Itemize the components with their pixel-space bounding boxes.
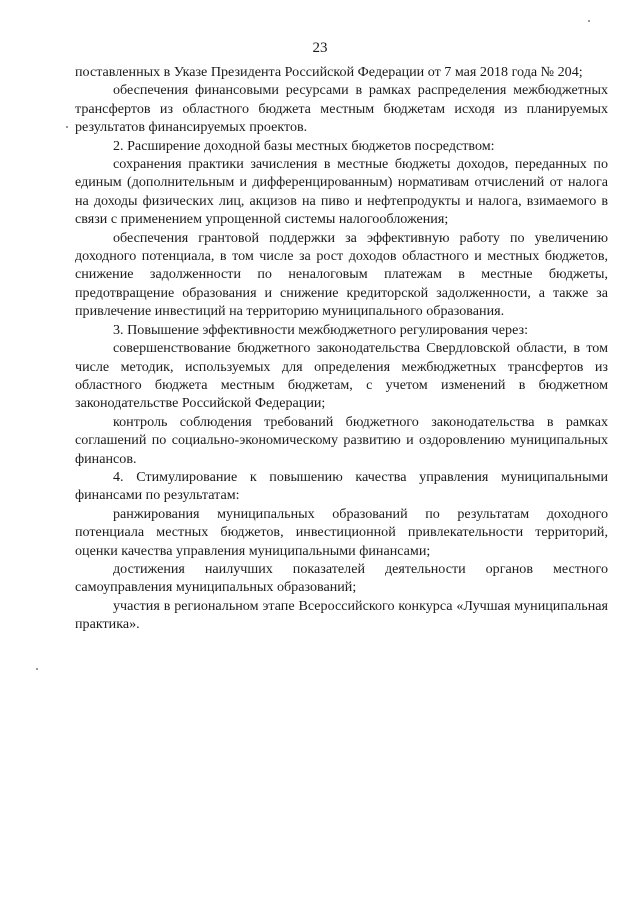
page-number: 23 <box>312 40 328 56</box>
paragraph-5: обеспечения грантовой поддержки за эффективную работу по увеличению доходного потенциала, в том числе за рост доходов областного и местных бюджетов, снижение задолженности по неналоговым платежам в местные бюджеты, предотвращение образования и снижение кредиторской задолженности, а также за привлечение инвестиций на территорию муниципального образования. <box>75 229 608 320</box>
paragraph-7: совершенствование бюджетного законодательства Свердловской области, в том числе методик, используемых для определения межбюджетных трансфертов из областного бюджета местным бюджетам, с учетом изменений в бюджетном законодательстве Российской Федерации; <box>75 340 608 412</box>
paragraph-10: ранжирования муниципальных образований по результатам доходного потенциала местных бюджетов, инвестиционной привлекательности территорий, оценки качества управления муниципальными финансами; <box>75 505 608 559</box>
scan-speck <box>36 668 38 670</box>
scan-speck <box>66 126 68 128</box>
paragraph-2: обеспечения финансовыми ресурсами в рамках распределения межбюджетных трансфертов из областного бюджета местным бюджетам исходя из планируемых результатов финансируемых проектов. <box>75 82 608 136</box>
paragraph-6: 3. Повышение эффективности межбюджетного регулирования через: <box>113 321 528 338</box>
document-body <box>75 63 608 634</box>
paragraph-9: 4. Стимулирование к повышению качества управления муниципальными финансами по результатам: <box>75 468 608 504</box>
paragraph-12: участия в региональном этапе Всероссийского конкурса «Лучшая муниципальная практика». <box>75 597 608 633</box>
paragraph-1: поставленных в Указе Президента Российской Федерации от 7 мая 2018 года № 204; <box>75 64 583 80</box>
paragraph-3: 2. Расширение доходной базы местных бюджетов посредством: <box>113 137 495 154</box>
paragraph-4: сохранения практики зачисления в местные бюджеты доходов, переданных по единым (дополнительным и дифференцированным) нормативам отчислений от налога на доходы физических лиц, акцизов на пиво и нефтепродукты и налога, взимаемого в связи с применением упрощенной системы налогообложения; <box>75 156 608 228</box>
paragraph-11: достижения наилучших показателей деятельности органов местного самоуправления муниципальных образований; <box>75 560 608 596</box>
paragraph-8: контроль соблюдения требований бюджетного законодательства в рамках соглашений по социально-экономическому развитию и оздоровлению муниципальных финансов. <box>75 413 608 467</box>
scan-speck <box>588 20 590 22</box>
